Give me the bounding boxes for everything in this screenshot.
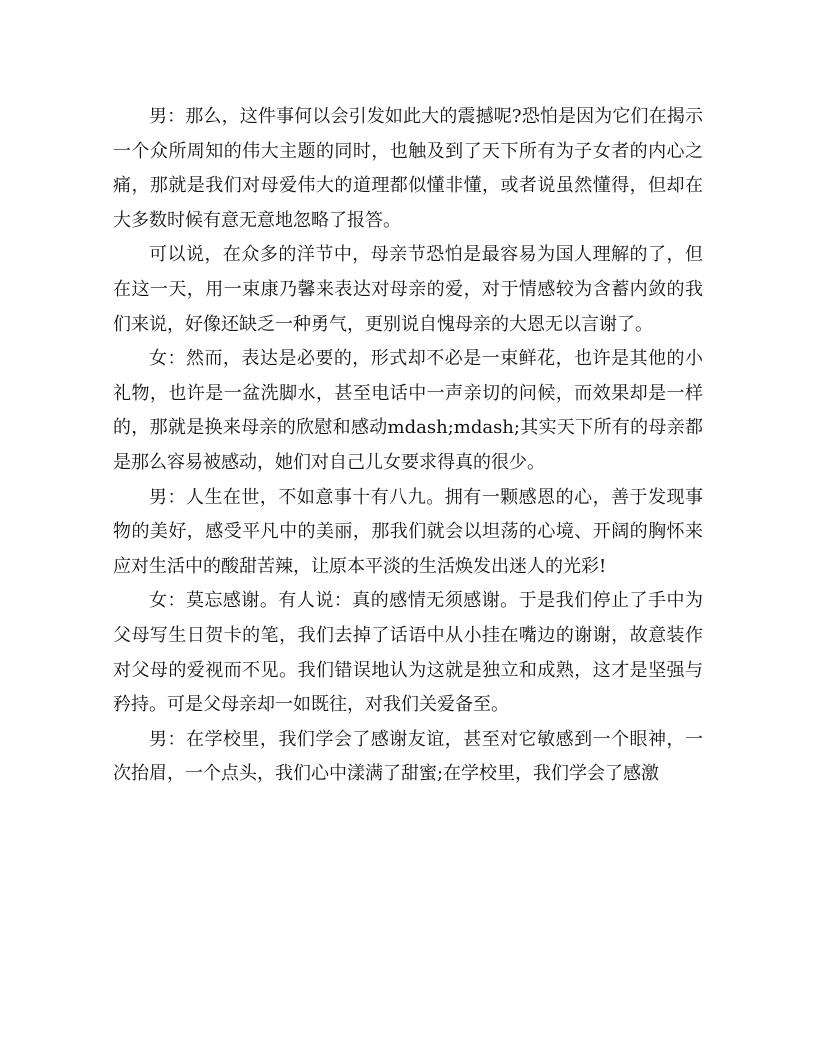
paragraph-3: 女：然而，表达是必要的，形式却不必是一束鲜花，也许是其他的小礼物，也许是一盆洗脚水，甚至电话中一声亲切的问候，而效果却是一样的，那就是换来母亲的欣慰和感动mdash;mdash;其实天下所有的母亲都是那么容易被感动，她们对自己儿女要求得真的很少。 xyxy=(113,348,703,473)
paragraph-5: 女：莫忘感谢。有人说：真的感情无须感谢。于是我们停止了手中为父母写生日贺卡的笔，我们去掉了话语中从小挂在嘴边的谢谢，故意装作对父母的爱视而不见。我们错误地认为这就是独立和成熟，这才是坚强与矜持。可是父母亲却一如既往，对我们关爱备至。 xyxy=(113,590,703,716)
paragraph-1: 男：那么，这件事何以会引发如此大的震撼呢?恐怕是因为它们在揭示一个众所周知的伟大主题的同时，也触及到了天下所有为子女者的内心之痛，那就是我们对母爱伟大的道理都似懂非懂，或者说虽然懂得，但却在大多数时候有意无意地忽略了报答。 xyxy=(113,106,703,231)
paragraph-6: 男：在学校里，我们学会了感谢友谊，甚至对它敏感到一个眼神，一次抬眉，一个点头，我们心中漾满了甜蜜;在学校里，我们学会了感激 xyxy=(113,728,703,785)
document-body xyxy=(113,100,703,792)
paragraph-2: 可以说，在众多的洋节中，母亲节恐怕是最容易为国人理解的了，但在这一天，用一束康乃馨来表达对母亲的爱，对于情感较为含蓄内敛的我们来说，好像还缺乏一种勇气，更别说自愧母亲的大恩无以言谢了。 xyxy=(113,244,703,335)
paragraph-4: 男：人生在世，不如意事十有八九。拥有一颗感恩的心，善于发现事物的美好，感受平凡中的美丽，那我们就会以坦荡的心境、开阔的胸怀来应对生活中的酸甜苦辣，让原本平淡的生活焕发出迷人的光彩! xyxy=(113,486,703,577)
